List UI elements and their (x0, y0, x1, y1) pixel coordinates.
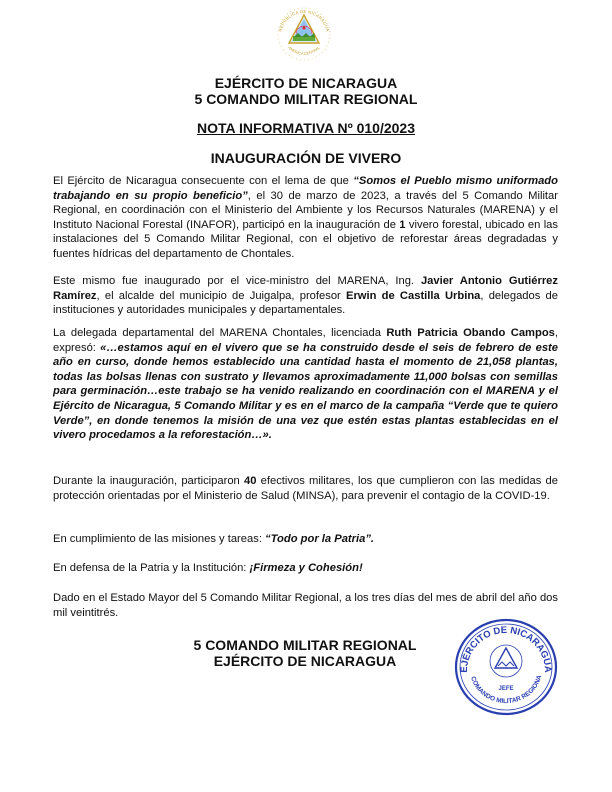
motto-todo-por-la-patria: “Todo por la Patria”. (265, 533, 375, 545)
org-unit: 5 COMANDO MILITAR REGIONAL (194, 91, 418, 107)
org-name: EJÉRCITO DE NICARAGUA (214, 75, 398, 91)
stamp-center-label: JEFE (498, 686, 514, 692)
document-title: INAUGURACIÓN DE VIVERO (210, 150, 402, 166)
motto-firmeza: ¡Firmeza y Cohesión! (249, 562, 363, 574)
signature-unit: 5 COMANDO MILITAR REGIONAL (193, 637, 417, 653)
mayor-name: Erwin de Castilla Urbina (345, 289, 481, 302)
delegate-quote: «…estamos aquí en el vivero que se ha construido desde el seis de febrero de este año en curso, donde hemos establecido una cantidad hasta el momento de 21,058 plantas, todas las bolsas llenas con sustrato y llevamos aproximadamente 11,000 bolsas con semillas para germinación…este trabajo se ha venido realizando en coordinación con el MARENA y el Ejército de Nicaragua, 5 Comando Militar y es en el marco de la campaña “Verde que te quiero Verde”, en donde tenemos la misión de una vez que estén estas plantas establecidas en el vivero procedamos a la reforestación…». (53, 341, 558, 442)
text: Este mismo fue inaugurado por el vice-ministro del MARENA, Ing. (53, 275, 421, 287)
nicaragua-coat-of-arms-seal (272, 6, 336, 62)
signature-org: EJÉRCITO DE NICARAGUA (213, 653, 397, 669)
organization-heading (0, 75, 612, 107)
text: vivero forestal, ubicado en las instalaciones del 5 Comando Militar Regional, con el objetivo de reforestar áreas degradadas y fuentes hídricas del departamento de Chontales. (53, 218, 558, 260)
delegate-name: Ruth Patricia Obando Campos (386, 327, 555, 339)
paragraph-dated (53, 591, 558, 620)
text: El Ejército de Nicaragua consecuente con el lema de que (53, 175, 354, 187)
paragraph-mission (53, 532, 558, 547)
paragraph-participants (53, 474, 558, 503)
vice-minister-name: Javier Antonio Gutiérrez Ramírez (53, 275, 559, 302)
nursery-count: 1 (399, 218, 406, 231)
svg-text:AMÉRICA CENTRAL: AMÉRICA CENTRAL (287, 45, 321, 56)
text: Durante la inauguración, participaron (53, 475, 244, 487)
text: , delegados de instituciones y autoridades municipales y departamentales. (53, 289, 558, 317)
text: , expresó: (53, 327, 558, 354)
signature-block (150, 637, 460, 669)
svg-text:EJÉRCITO DE NICARAGUA: EJÉRCITO DE NICARAGUA (458, 624, 554, 673)
text: Dado en el Estado Mayor del 5 Comando Militar Regional, a los tres días del mes de abril del año dos mil veintitrés. (53, 592, 558, 619)
text: , el 30 de marzo de 2023, a través del 5 Comando Militar Regional, en coordinación con el Ministerio del Ambiente y los Recursos Naturales (MARENA) y el Instituto Nacional Forestal (INAFOR), participó en la inauguración de (53, 189, 558, 231)
participant-count: 40 (243, 475, 257, 487)
svg-text:5 COMANDO MILITAR REGIONAL: COMANDO MILITAR REGIONA (469, 674, 544, 706)
text: En defensa de la Patria y la Institución: (53, 562, 250, 574)
paragraph-authorities (53, 274, 558, 318)
note-number: NOTA INFORMATIVA Nº 010/2023 (196, 120, 415, 136)
text: efectivos militares, los que cumplieron con las medidas de protección orientadas por el Ministerio de Salud (MINSA), para prevenir el contagio de la COVID-19. (53, 475, 558, 502)
text: En cumplimiento de las misiones y tareas: (53, 533, 266, 545)
official-stamp (453, 617, 559, 717)
svg-text:REPÚBLICA DE NICARAGUA: REPÚBLICA DE NICARAGUA (277, 8, 331, 33)
paragraph-delegate-quote (53, 326, 558, 443)
text: , el alcalde del municipio de Juigalpa, profesor (96, 289, 346, 302)
text: La delegada departamental del MARENA Chontales, licenciada (53, 327, 387, 339)
paragraph-defense (53, 561, 558, 576)
motto-quote: “Somos el Pueblo mismo uniformado trabajando en su propio beneficio” (53, 175, 558, 202)
paragraph-intro (53, 174, 558, 262)
